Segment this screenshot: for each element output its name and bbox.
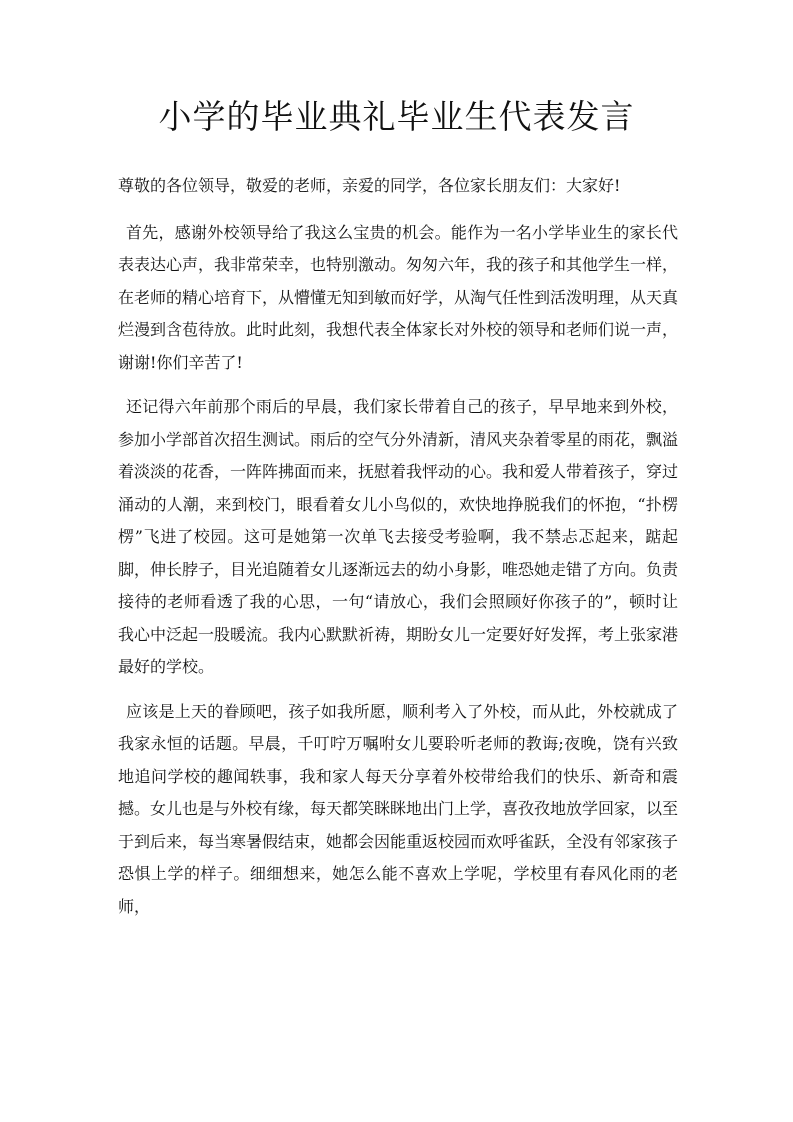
body-paragraph: 应该是上天的眷顾吧，孩子如我所愿，顺利考入了外校，而从此，外校就成了我家永恒的话题。早晨，千叮咛万嘱咐女儿要聆听老师的教诲;夜晚，饶有兴致地追问学校的趣闻轶事，我和家人每天分享着外校带给我们的快乐、新奇和震撼。女儿也是与外校有缘，每天都笑眯眯地出门上学，喜孜孜地放学回家，以至于到后来，每当寒暑假结束，她都会因能重返校园而欢呼雀跃，全没有邻家孩子恐惧上学的样子。细细想来，她怎么能不喜欢上学呢，学校里有春风化雨的老师，	[118, 701, 679, 916]
salutation-paragraph: 尊敬的各位领导，敬爱的老师，亲爱的同学，各位家长朋友们：大家好!	[118, 176, 621, 195]
body-paragraph: 还记得六年前那个雨后的早晨，我们家长带着自己的孩子，早早地来到外校，参加小学部首次招生测试。雨后的空气分外清新，清风夹杂着零星的雨花，飘溢着淡淡的花香，一阵阵拂面而来，抚慰着我怦动的心。我和爱人带着孩子，穿过涌动的人潮，来到校门，眼看着女儿小鸟似的，欢快地挣脱我们的怀抱，“扑楞楞”飞进了校园。这可是她第一次单飞去接受考验啊，我不禁忐忑起来，踮起脚，伸长脖子，目光追随着女儿逐渐远去的幼小身影，唯恐她走错了方向。负责接待的老师看透了我的心思，一句“请放心，我们会照顾好你孩子的”，顿时让我心中泛起一股暖流。我内心默默祈祷，期盼女儿一定要好好发挥，考上张家港最好的学校。	[118, 397, 679, 676]
body-paragraph: 首先，感谢外校领导给了我这么宝贵的机会。能作为一名小学毕业生的家长代表表达心声，我非常荣幸，也特别激动。匆匆六年，我的孩子和其他学生一样，在老师的精心培育下，从懵懂无知到敏而好学，从淘气任性到活泼明理，从天真烂漫到含苞待放。此时此刻，我想代表全体家长对外校的领导和老师们说一声，谢谢!你们辛苦了!	[118, 222, 679, 372]
document-title: 小学的毕业典礼毕业生代表发言	[158, 97, 635, 136]
document-body	[118, 170, 678, 935]
